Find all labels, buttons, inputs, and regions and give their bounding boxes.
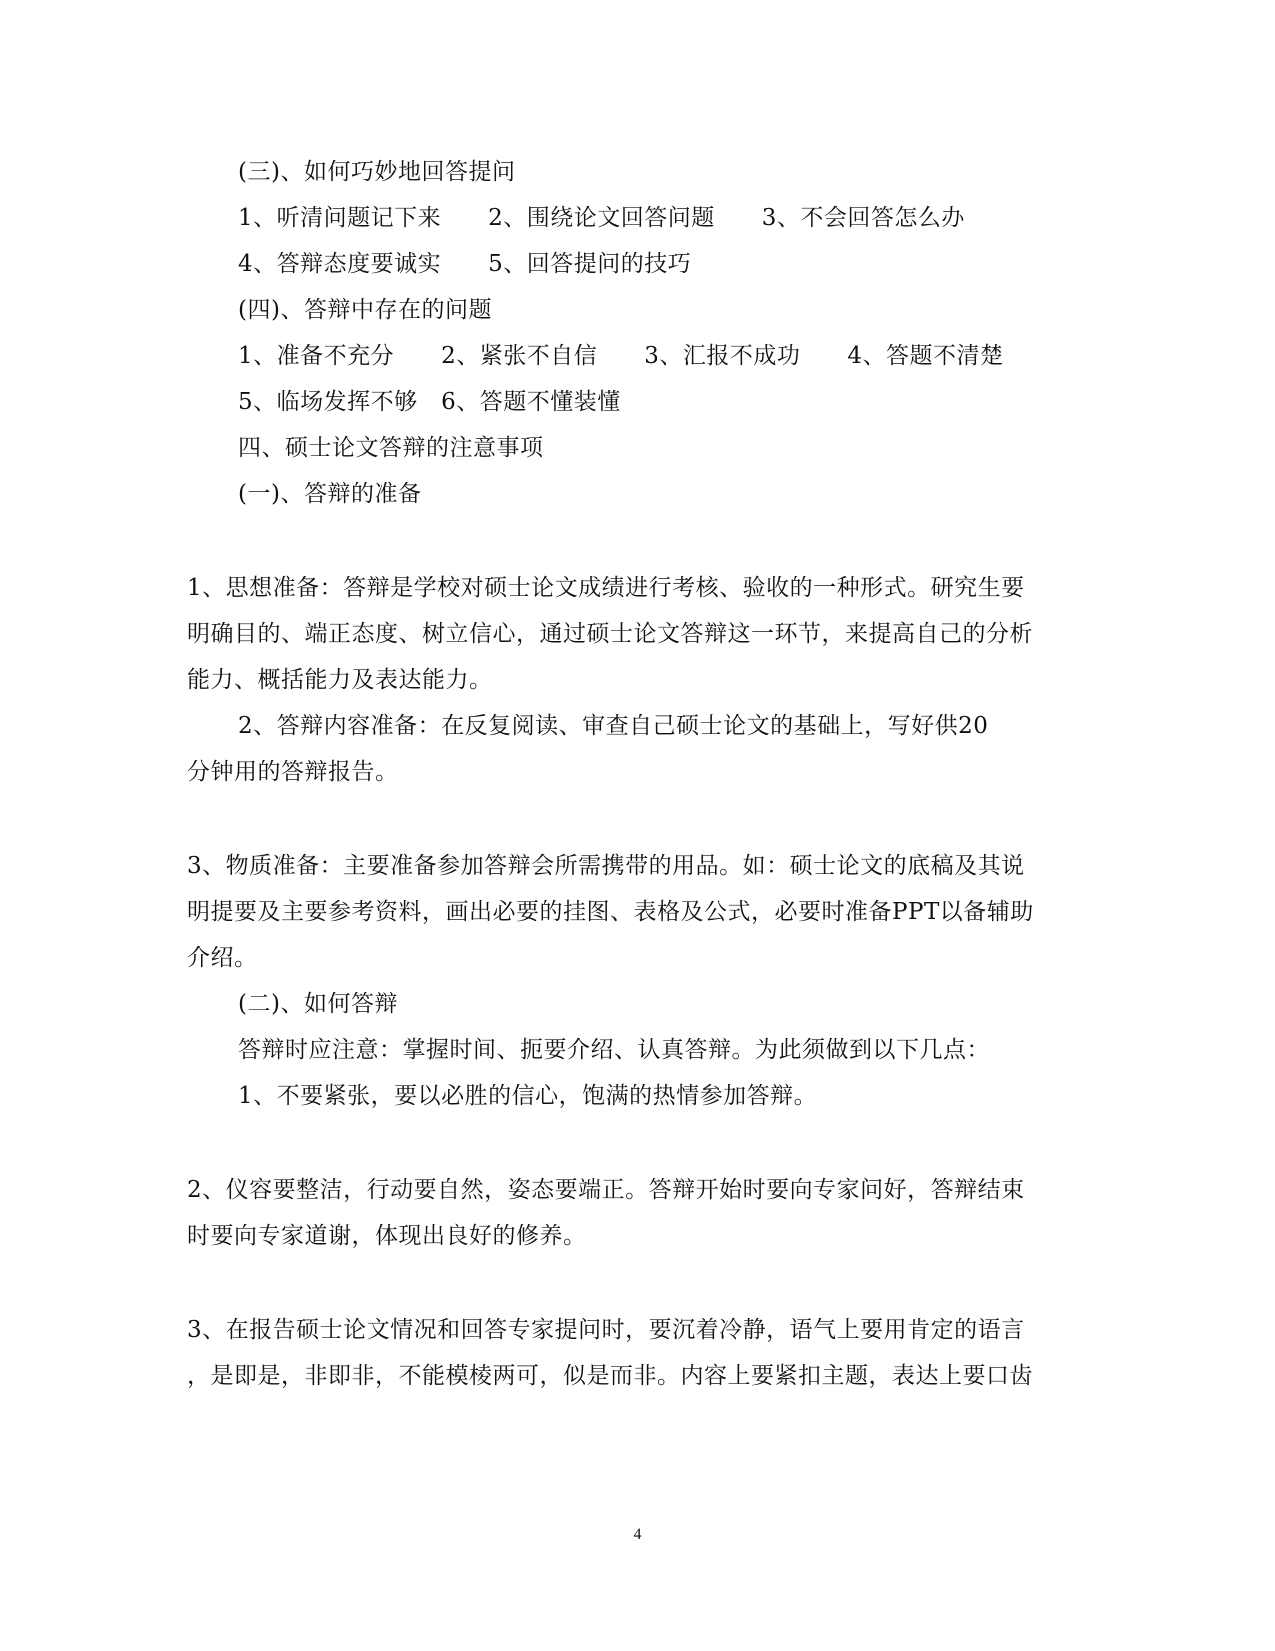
paragraph-line: 分钟用的答辩报告。 (187, 759, 399, 785)
paragraph-line: 3、在报告硕士论文情况和回答专家提问时，要沉着冷静，语气上要用肯定的语言 (187, 1317, 1025, 1343)
paragraph-line: 1、思想准备：答辩是学校对硕士论文成绩进行考核、验收的一种形式。研究生要 (187, 575, 1025, 601)
section-heading: 四、硕士论文答辩的注意事项 (238, 435, 544, 461)
list-item: 1、准备不充分 2、紧张不自信 3、汇报不成功 4、答题不清楚 (238, 343, 1004, 369)
paragraph-line: 介绍。 (187, 945, 258, 971)
paragraph-line: 答辩时应注意：掌握时间、扼要介绍、认真答辩。为此须做到以下几点： (238, 1037, 990, 1063)
list-item: 1、听清问题记下来 2、围绕论文回答问题 3、不会回答怎么办 (238, 205, 965, 231)
paragraph-line: ，是即是，非即非，不能模棱两可，似是而非。内容上要紧扣主题，表达上要口齿 (187, 1363, 1033, 1389)
paragraph-line: 明确目的、端正态度、树立信心，通过硕士论文答辩这一环节，来提高自己的分析 (187, 621, 1033, 647)
list-item: 5、临场发挥不够 6、答题不懂装懂 (238, 389, 621, 415)
paragraph-line: 2、答辩内容准备：在反复阅读、审查自己硕士论文的基础上，写好供20 (238, 713, 989, 739)
paragraph-line: 明提要及主要参考资料，画出必要的挂图、表格及公式，必要时准备PPT以备辅助 (187, 899, 1034, 925)
section-heading: (三)、如何巧妙地回答提问 (238, 159, 516, 185)
paragraph-line: 2、仪容要整洁，行动要自然，姿态要端正。答辩开始时要向专家问好，答辩结束 (187, 1177, 1025, 1203)
section-heading: (四)、答辩中存在的问题 (238, 297, 492, 323)
section-heading: (一)、答辩的准备 (238, 481, 422, 507)
section-heading: (二)、如何答辩 (238, 991, 398, 1017)
paragraph-line: 能力、概括能力及表达能力。 (187, 667, 493, 693)
paragraph-line: 时要向专家道谢，体现出良好的修养。 (187, 1223, 587, 1249)
paragraph-line: 3、物质准备：主要准备参加答辩会所需携带的用品。如：硕士论文的底稿及其说 (187, 853, 1025, 879)
list-item: 1、不要紧张，要以必胜的信心，饱满的热情参加答辩。 (238, 1083, 818, 1109)
list-item: 4、答辩态度要诚实 5、回答提问的技巧 (238, 251, 692, 277)
page-number: 4 (633, 1526, 642, 1543)
